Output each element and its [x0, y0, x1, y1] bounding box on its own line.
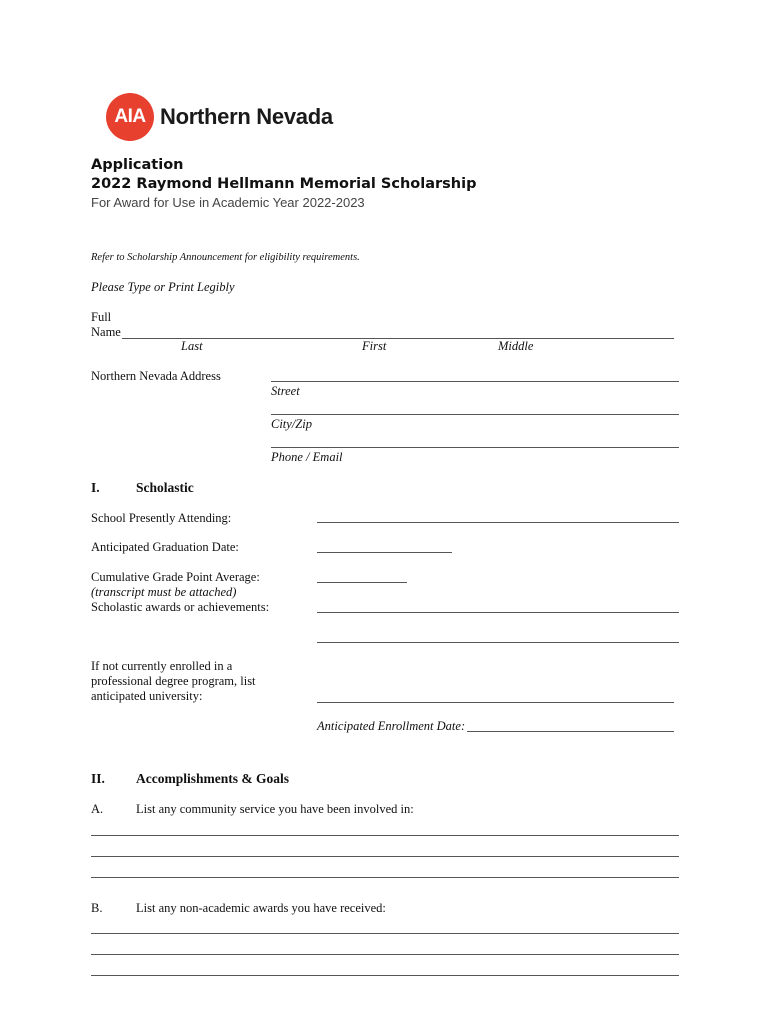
- non-academic-awards-field-3[interactable]: [91, 975, 679, 976]
- community-service-prompt: List any community service you have been involved in:: [136, 802, 414, 816]
- print-legibly-note: Please Type or Print Legibly: [91, 280, 235, 294]
- community-service-field-3[interactable]: [91, 877, 679, 878]
- not-enrolled-label-1: If not currently enrolled in a: [91, 659, 233, 673]
- title-scholarship: 2022 Raymond Hellmann Memorial Scholarship: [91, 176, 477, 192]
- name-middle-label: Middle: [498, 339, 534, 353]
- non-academic-awards-field-1[interactable]: [91, 933, 679, 934]
- non-academic-awards-prompt: List any non-academic awards you have received:: [136, 901, 386, 915]
- not-enrolled-label-2: professional degree program, list: [91, 674, 256, 688]
- graduation-label: Anticipated Graduation Date:: [91, 540, 239, 554]
- full-name-field[interactable]: [122, 338, 674, 339]
- aia-logo: [106, 93, 333, 141]
- section-1-number: I.: [91, 480, 100, 495]
- enrollment-date-label: Anticipated Enrollment Date:: [317, 719, 466, 733]
- graduation-field[interactable]: [317, 552, 452, 553]
- scholastic-awards-field-1[interactable]: [317, 612, 679, 613]
- item-a-label: A.: [91, 802, 104, 816]
- item-b-label: B.: [91, 901, 103, 915]
- full-name-label-2: Name: [91, 325, 121, 339]
- full-name-label-1: Full: [91, 310, 112, 324]
- scholastic-awards-label: Scholastic awards or achievements:: [91, 600, 270, 614]
- not-enrolled-label-3: anticipated university:: [91, 689, 203, 703]
- gpa-label: Cumulative Grade Point Average:: [91, 570, 260, 584]
- phone-email-label: Phone / Email: [271, 450, 343, 464]
- eligibility-note: Refer to Scholarship Announcement for eligibility requirements.: [91, 252, 360, 263]
- street-field[interactable]: [271, 381, 679, 382]
- school-label: School Presently Attending:: [91, 511, 232, 525]
- name-first-label: First: [362, 339, 387, 353]
- section-2-title: Accomplishments & Goals: [136, 771, 289, 786]
- community-service-field-1[interactable]: [91, 835, 679, 836]
- address-label: Northern Nevada Address: [91, 369, 221, 383]
- street-label: Street: [271, 384, 300, 398]
- gpa-field[interactable]: [317, 582, 407, 583]
- scholastic-awards-field-2[interactable]: [317, 642, 679, 643]
- school-field[interactable]: [317, 522, 679, 523]
- community-service-field-2[interactable]: [91, 856, 679, 857]
- aia-badge: AIA: [106, 93, 154, 141]
- cityzip-label: City/Zip: [271, 417, 312, 431]
- cityzip-field[interactable]: [271, 414, 679, 415]
- phone-email-field[interactable]: [271, 447, 679, 448]
- title-application: Application: [91, 157, 184, 173]
- section-1-title: Scholastic: [136, 480, 194, 495]
- section-2-number: II.: [91, 771, 105, 786]
- org-name: Northern Nevada: [160, 104, 333, 129]
- subtitle: For Award for Use in Academic Year 2022-2023: [91, 195, 365, 210]
- anticipated-university-field[interactable]: [317, 702, 674, 703]
- non-academic-awards-field-2[interactable]: [91, 954, 679, 955]
- name-last-label: Last: [181, 339, 203, 353]
- gpa-note: (transcript must be attached): [91, 585, 237, 599]
- enrollment-date-field[interactable]: [467, 731, 674, 732]
